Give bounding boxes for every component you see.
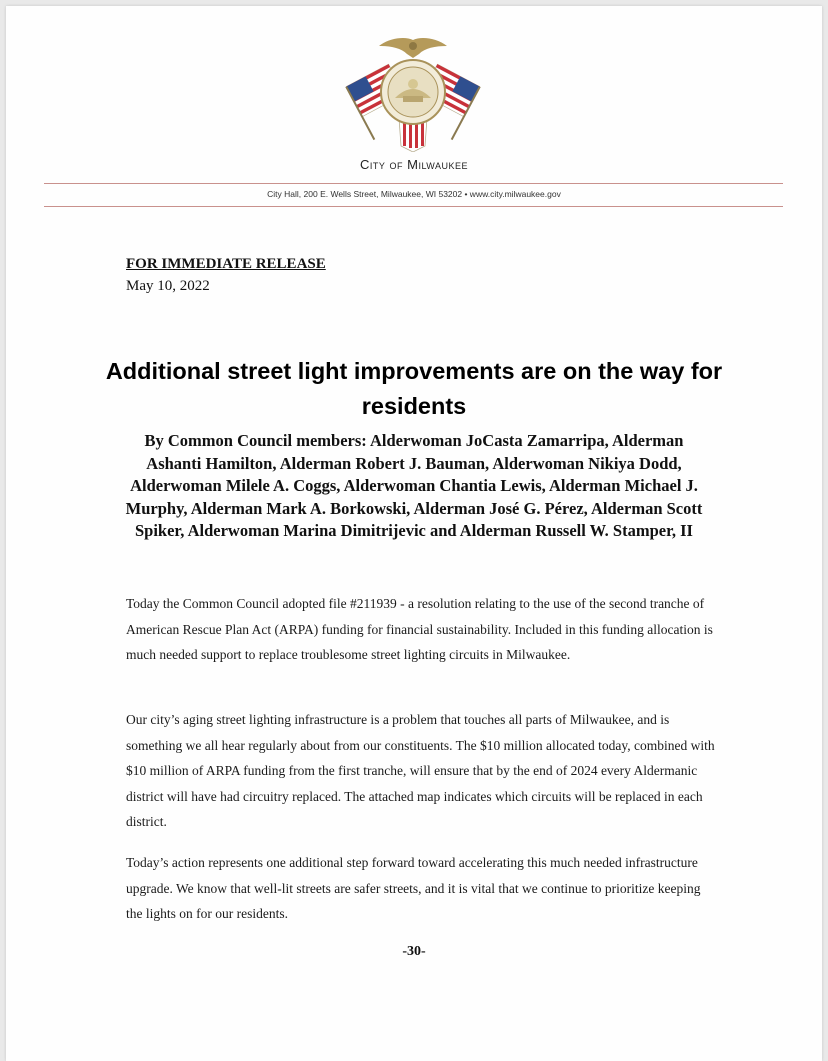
body-paragraph-3: Today’s action represents one additional step forward toward accelerating this much needed infrastructure upgrade. We know that well-lit streets are safer streets, and it is vital that we continue to prioritize keeping the lights on for our residents. — [126, 855, 701, 921]
city-seal-icon — [345, 34, 481, 152]
release-date: May 10, 2022 — [126, 278, 210, 294]
headline: Additional street light improvements are on the way for residents — [105, 358, 723, 419]
end-mark: -30- — [402, 944, 426, 959]
letterhead-address: City Hall, 200 E. Wells Street, Milwaukee, WI 53202 • www.city.milwaukee.gov — [267, 189, 561, 199]
letterhead-top-divider — [44, 183, 783, 184]
body-paragraph-2: Our city’s aging street lighting infrastructure is a problem that touches all parts of Milwaukee, and is something we all hear regularly about from our constituents. The $10 million allocated today, combined with $10 million of ARPA funding from the first tranche, will ensure that by the end of 2024 every Aldermanic district will have had circuitry replaced. The attached map indicates which circuits will be replaced in each district. — [126, 712, 715, 829]
city-name: City of Milwaukee — [360, 157, 468, 172]
letterhead-bottom-divider — [44, 206, 783, 207]
release-label: FOR IMMEDIATE RELEASE — [126, 256, 326, 272]
body-paragraph-1: Today the Common Council adopted file #211939 - a resolution relating to the use of the second tranche of American Rescue Plan Act (ARPA) funding for financial sustainability. Included in this funding allocation is much needed support to replace troublesome street lighting circuits in Milwaukee. — [126, 596, 713, 662]
byline: By Common Council members: Alderwoman JoCasta Zamarripa, Alderman Ashanti Hamilton, Alderman Robert J. Bauman, Alderwoman Nikiya Dodd, Alderwoman Milele A. Coggs, Alderwoman Chantia Lewis, Alderman Michael J. Murphy, Alderman Mark A. Borkowski, Alderman José G. Pérez, Alderman Scott Spiker, Alderwoman Marina Dimitrijevic and Alderman Russell W. Stamper, II — [125, 431, 703, 540]
